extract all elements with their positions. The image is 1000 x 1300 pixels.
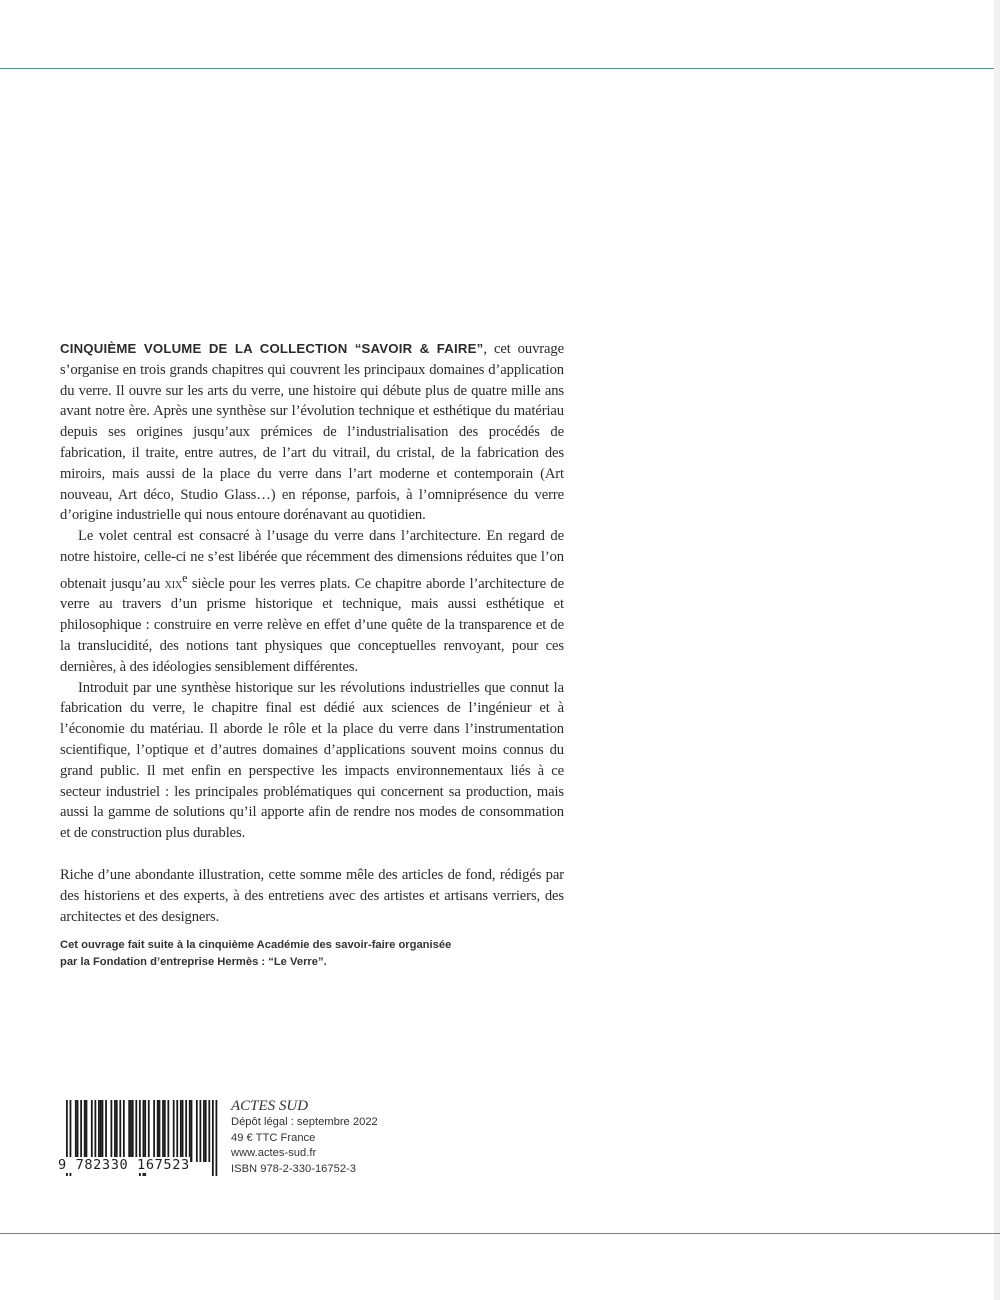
- barcode-bar: [94, 1100, 96, 1162]
- website-link[interactable]: www.actes-sud.fr: [231, 1147, 317, 1159]
- paragraph-4: Riche d’une abondante illustration, cette somme mêle des articles de fond, rédigés par des historiens et des experts, à des entretiens avec des artistes et artisans verriers, des architectes et des designers.: [60, 866, 564, 925]
- barcode-bar: [180, 1100, 182, 1162]
- barcode-bar: [116, 1100, 118, 1162]
- barcode-bar: [86, 1100, 88, 1162]
- barcode-bar: [159, 1100, 161, 1162]
- barcode-bar: [91, 1100, 93, 1162]
- barcode-bar: [135, 1100, 137, 1162]
- back-cover-text: [60, 339, 564, 927]
- paragraph-3: Introduit par une synthèse historique sur les révolutions industrielles que connut la fabrication du verre, le chapitre final est dédié aux sciences de l’ingénieur et à l’économie du matériau. Il aborde le rôle et la place du verre dans l’instrumentation scientifique, l’optique et d’autres domaines d’applications souvent moins connus du grand public. Il met enfin en perspective les impacts environnementaux liés à ce secteur industriel : les principales problématiques qui concernent sa production, mais aussi la gamme de solutions qu’il apporte afin de rendre nos modes de consommation et de construction plus durables.: [60, 679, 564, 842]
- barcode-bar: [205, 1100, 207, 1162]
- barcode-bar: [189, 1100, 191, 1162]
- barcode-bar: [75, 1100, 77, 1162]
- barcode-bar: [128, 1100, 130, 1162]
- price: 49 € TTC France: [231, 1131, 316, 1144]
- publisher-name: ACTES SUD: [231, 1098, 309, 1114]
- barcode-bar: [130, 1100, 132, 1162]
- barcode-bar: [203, 1100, 205, 1162]
- barcode-bar: [114, 1100, 116, 1162]
- page-edge: [994, 0, 1000, 1300]
- paragraph-1: [60, 339, 564, 526]
- barcode-bar: [173, 1100, 175, 1162]
- barcode-bar: [164, 1100, 166, 1162]
- century-suffix: e: [182, 570, 188, 585]
- barcode-bar: [148, 1100, 150, 1162]
- isbn: ISBN 978-2-330-16752-3: [231, 1162, 357, 1175]
- barcode-bar: [157, 1100, 159, 1162]
- barcode-bar: [77, 1100, 79, 1162]
- legal-deposit: Dépôt légal : septembre 2022: [231, 1116, 378, 1128]
- barcode-bar: [196, 1100, 198, 1162]
- barcode-number: 9 782330 167523: [58, 1157, 190, 1173]
- barcode-bar: [185, 1100, 187, 1162]
- barcode-bar: [182, 1100, 184, 1162]
- barcode-bar: [84, 1100, 86, 1162]
- academy-note: [60, 937, 560, 971]
- paragraph-2: [60, 526, 564, 677]
- collection-lead: CINQUIÈME VOLUME DE LA COLLECTION “SAVOIR & FAIRE”: [60, 341, 484, 356]
- paragraph-1-text: , cet ouvrage s’organise en trois grands chapitres qui couvrent les principaux domaines d’application du verre. Il ouvre sur les arts du verre, une histoire qui débute plus de quatre mille ans avant notre ère. Après une synthèse sur l’évolution technique et esthétique du matériau depuis ses origines jusqu’aux prémices de l’industrialisation des procédés de fabrication, il traite, entre autres, de l’art du vitrail, du cristal, de la fabrication des miroirs, mais aussi de la place du verre dans l’art moderne et contemporain (Art nouveau, Art déco, Studio Glass…) en réponse, parfois, à l’omniprésence du verre d’origine industrielle qui nous entoure dorénavant au quotidien.: [60, 341, 564, 524]
- barcode-bar: [119, 1100, 121, 1162]
- publisher-info: [231, 1097, 378, 1177]
- barcode-bar: [100, 1100, 102, 1162]
- barcode-digits: [58, 1157, 218, 1173]
- note-line-1: Cet ouvrage fait suite à la cinquième Académie des savoir-faire organisée: [60, 939, 452, 951]
- barcode-bar: [102, 1100, 104, 1162]
- barcode-bar: [80, 1100, 82, 1162]
- barcode-bar: [176, 1100, 178, 1162]
- century-numeral: xix: [164, 575, 183, 592]
- paragraph-2-text-a: Le volet central est consacré à l’usage du verre dans l’architecture. En regard de notre histoire, celle-ci ne s’est libérée que récemment des dimensions réduites que l’on obtenait jusqu’au: [60, 528, 564, 592]
- bottom-divider: [0, 1233, 1000, 1234]
- barcode-bar: [123, 1100, 125, 1162]
- barcode-bar: [200, 1100, 202, 1162]
- paragraph-2-text-b: siècle pour les verres plats. Ce chapitre aborde l’architecture de verre au travers d’un prisme historique et technique, mais aussi esthétique et philosophique : construire en verre relève en effet d’une quête de la transparence et de la translucidité, des notions tant physiques que conceptuelles renvoyant, pour ces dernières, à des idéologies sensiblement différentes.: [60, 575, 564, 675]
- barcode-bar: [208, 1100, 210, 1162]
- barcode-bar: [111, 1100, 113, 1162]
- barcode-bar: [98, 1100, 100, 1162]
- barcode-bar: [167, 1100, 169, 1162]
- barcode-bar: [132, 1100, 134, 1162]
- barcode-bar: [153, 1100, 155, 1162]
- barcode-bar: [191, 1100, 193, 1162]
- note-line-2: par la Fondation d’entreprise Hermès : “Le Verre”.: [60, 956, 327, 968]
- top-divider: [0, 68, 1000, 69]
- barcode-bar: [105, 1100, 107, 1162]
- barcode-bar: [162, 1100, 164, 1162]
